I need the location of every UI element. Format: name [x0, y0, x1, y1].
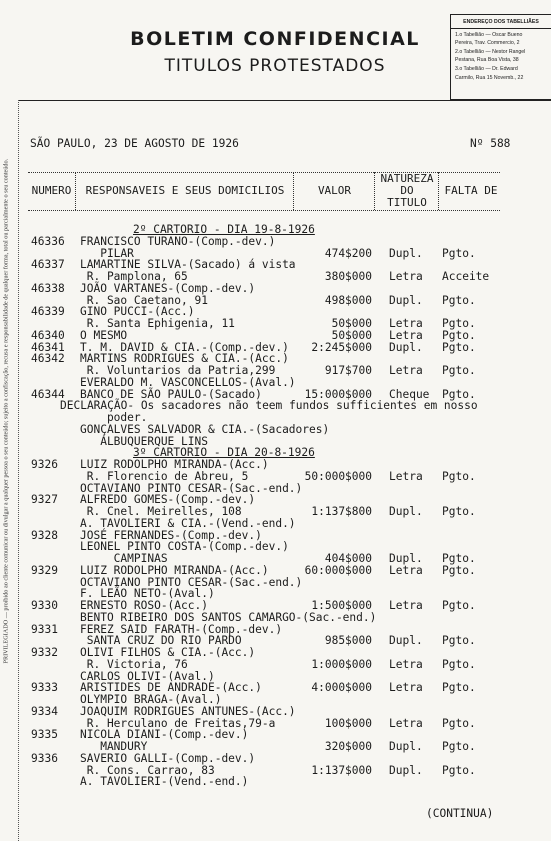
- entry-text: CARLOS OLIVI-(Aval.): [80, 669, 215, 683]
- entry-value: 15:000$000: [304, 387, 372, 401]
- entry-value: 474$200: [324, 246, 372, 260]
- continua-label: (CONTINUA): [426, 807, 494, 820]
- col-divider: [438, 172, 439, 210]
- entry-reason: Pgto.: [442, 740, 476, 753]
- entry-type: Letra: [389, 599, 423, 612]
- entry-value: 1:137$000: [311, 763, 372, 777]
- entry-text: LUIZ RODOLPHO MIRANDA-(Acc.): [80, 563, 269, 577]
- entry-reason: Pgto.: [442, 317, 476, 330]
- section-heading: 3º CARTORIO - DIA 20-8-1926: [133, 446, 315, 460]
- entry-text: R. Herculano de Freitas,79-a: [80, 716, 276, 730]
- entry-text: F. LEÃO NETO-(Aval.): [80, 587, 215, 601]
- entry-type: Dupl.: [389, 763, 423, 777]
- entry-number: 9333: [31, 681, 58, 695]
- entry-reason: Pgto.: [442, 328, 476, 342]
- entry-value: 1:500$000: [311, 599, 372, 612]
- col-divider: [374, 172, 375, 210]
- entry-text: SANTA CRUZ DO RIO PARDO: [80, 634, 242, 648]
- entry-value: 100$000: [324, 716, 372, 730]
- entry-text: R. Victoria, 76: [80, 657, 188, 671]
- entry-text: R. Cnel. Meirelles, 108: [80, 505, 242, 518]
- entry-text: O MESMO: [80, 328, 128, 342]
- entry-text: GONÇALVES SALVADOR & CIA.-(Sacadores): [80, 422, 330, 436]
- entry-number: 46341: [31, 340, 65, 354]
- entry-reason: Pgto.: [442, 340, 476, 354]
- entry-value: 985$000: [324, 634, 372, 648]
- entry-type: Dupl.: [389, 505, 423, 518]
- entry-reason: Pgto.: [442, 246, 476, 260]
- entry-text: PILAR: [80, 246, 134, 260]
- entry-number: 9335: [31, 728, 58, 742]
- address-line: Pestana, Rua Boa Vista, 38: [455, 57, 519, 64]
- entry-type: Dupl.: [389, 246, 423, 260]
- entry-value: 1:137$800: [311, 505, 372, 518]
- entry-type: Dupl.: [389, 552, 423, 565]
- entry-number: 46336: [31, 234, 65, 248]
- entry-type: Dupl.: [389, 340, 423, 354]
- entry-text: OCTAVIANO PINTO CESAR-(Sac.-end.): [80, 575, 303, 589]
- entry-reason: Pgto.: [442, 387, 476, 401]
- col-natureza-3: TITULO: [387, 196, 427, 209]
- entry-type: Cheque: [389, 387, 430, 401]
- entry-reason: Pgto.: [442, 599, 476, 612]
- entry-number: 46340: [31, 328, 65, 342]
- entry-text: poder.: [80, 411, 148, 424]
- entry-text: LEONEL PINTO COSTA-(Comp.-dev.): [80, 540, 289, 554]
- entry-number: 46338: [31, 281, 65, 295]
- entry-text: OLIVI FILHOS & CIA.-(Acc.): [80, 646, 256, 659]
- entry-text: MANDURY: [80, 740, 148, 753]
- entry-text: SAVERIO GALLI-(Comp.-dev.): [80, 751, 256, 765]
- entry-reason: Pgto.: [442, 634, 476, 648]
- entry-reason: Pgto.: [442, 681, 476, 695]
- address-line: Carmilo, Rua 15 Novemb., 22: [455, 74, 524, 81]
- col-responsaveis: RESPONSAVEIS E SEUS DOMICILIOS: [85, 184, 285, 197]
- entry-text: OCTAVIANO PINTO CESAR-(Sac.-end.): [80, 481, 303, 495]
- entry-type: Dupl.: [389, 634, 423, 648]
- entry-reason: Pgto.: [442, 657, 476, 671]
- entry-number: 9328: [31, 528, 58, 542]
- entry-value: 380$000: [324, 270, 372, 283]
- page-subtitle: TITULOS PROTESTADOS: [164, 56, 386, 76]
- address-line: 1.o Tabellião — Oscar Bueno: [455, 31, 523, 38]
- entry-number: 46342: [31, 352, 65, 366]
- side-note: PRIVILEGIADO — proibido ao cliente comunicar ou divulgar a qualquer pessoa o seu conteúdo; sujeito a confiscação, recusa e responsabilidade de qualquer forma, total ou parcialmente o seu conteúdo.: [2, 158, 10, 664]
- col-divider: [75, 172, 76, 210]
- address-line: Pereira, Trav. Commercio, 2: [455, 40, 520, 47]
- entry-text: BENTO RIBEIRO DOS SANTOS CAMARGO-(Sac.-end.): [80, 610, 377, 624]
- entry-type: Dupl.: [389, 740, 423, 753]
- entry-value: 2:245$000: [311, 340, 372, 354]
- section-heading: 2º CARTORIO - DIA 19-8-1926: [133, 223, 315, 236]
- entry-text: LAMARTINE SILVA-(Sacado) á vista: [80, 258, 296, 272]
- entry-value: 1:000$000: [311, 657, 372, 671]
- entry-reason: Pgto.: [442, 293, 476, 307]
- col-divider: [293, 172, 294, 210]
- entry-number: 46344: [31, 387, 65, 401]
- address-line: 2.o Tabellião — Nestor Rangel: [455, 48, 526, 55]
- entry-type: Letra: [389, 317, 423, 330]
- entry-number: 9326: [31, 458, 58, 471]
- address-line: 3.o Tabellião — Dr. Edward: [455, 65, 518, 72]
- col-falta: FALTA DE: [444, 184, 498, 197]
- entry-type: Letra: [389, 563, 423, 577]
- entry-reason: Pgto.: [442, 716, 476, 730]
- entry-text: FEREZ SAID FARATH-(Comp.-dev.): [80, 622, 283, 636]
- entry-type: Letra: [389, 657, 423, 671]
- col-numero: NUMERO: [31, 184, 72, 197]
- table-header-rule: [28, 210, 500, 211]
- header-rule: [18, 100, 551, 101]
- entry-text: CAMPINAS: [80, 552, 168, 565]
- entry-reason: Pgto.: [442, 505, 476, 518]
- entry-text: R. Pamplona, 65: [80, 270, 188, 283]
- entry-text: T. M. DAVID & CIA.-(Comp.-dev.): [80, 340, 289, 354]
- entry-type: Letra: [389, 716, 423, 730]
- entry-text: ALFREDO GOMES-(Comp.-dev.): [80, 493, 256, 507]
- entry-value: 50$000: [331, 328, 372, 342]
- entry-number: 46337: [31, 258, 65, 272]
- entry-text: R. Cons. Carrao, 83: [80, 763, 215, 777]
- entry-text: R. Sao Caetano, 91: [80, 293, 208, 307]
- entry-reason: Pgto.: [442, 552, 476, 565]
- bulletin-number: Nº 588: [470, 137, 511, 150]
- entry-text: R. Voluntarios da Patria,299: [80, 364, 276, 377]
- entry-value: 60:000$000: [304, 563, 372, 577]
- entry-reason: Acceite: [442, 270, 490, 283]
- entry-value: 50$000: [331, 317, 372, 330]
- entry-text: GINO PUCCI-(Acc.): [80, 305, 195, 319]
- entry-text: R. Florencio de Abreu, 5: [80, 469, 249, 483]
- entry-text: R. Santa Ephigenia, 11: [80, 317, 235, 330]
- col-valor: VALOR: [317, 184, 352, 197]
- entry-text: ERNESTO ROSO-(Acc.): [80, 599, 208, 612]
- entry-number: 9330: [31, 599, 58, 612]
- entry-number: 9327: [31, 493, 58, 507]
- entry-number: 9331: [31, 622, 58, 636]
- entry-text: BANCO DE SÃO PAULO-(Sacado): [80, 387, 262, 401]
- entry-number: 46339: [31, 305, 65, 319]
- entry-value: 404$000: [324, 552, 372, 565]
- entry-text: JOAQUIM RODRIGUES ANTUNES-(Acc.): [80, 704, 296, 718]
- entry-text: JOSÉ FERNANDES-(Comp.-dev.): [80, 528, 262, 542]
- col-natureza-2: DO: [400, 184, 414, 197]
- entry-type: Letra: [389, 364, 423, 377]
- entry-text: LUIZ RODOLPHO MIRANDA-(Acc.): [80, 458, 269, 471]
- entry-text: MARTINS RODRIGUES & CIA.-(Acc.): [80, 352, 289, 366]
- entry-number: 9334: [31, 704, 58, 718]
- entry-reason: Pgto.: [442, 563, 476, 577]
- entry-text: ALBUQUERQUE LINS: [80, 434, 208, 448]
- entry-value: 320$000: [324, 740, 372, 753]
- entry-value: 917$700: [324, 364, 372, 377]
- col-natureza-1: NATUREZA: [380, 172, 434, 185]
- entry-type: Letra: [389, 469, 423, 483]
- entry-text: A. TAVOLIERI & CIA.-(Vend.-end.): [80, 516, 296, 530]
- entry-number: 9329: [31, 563, 58, 577]
- entry-type: Letra: [389, 270, 423, 283]
- entry-text: JOÃO VARTANES-(Comp.-dev.): [80, 281, 256, 295]
- entry-number: 9336: [31, 751, 58, 765]
- entry-value: 4:000$000: [311, 681, 372, 695]
- entry-text: OLYMPIO BRAGA-(Aval.): [80, 693, 222, 706]
- entry-text: NICOLA DIANI-(Comp.-dev.): [80, 728, 249, 742]
- entry-type: Dupl.: [389, 293, 423, 307]
- entry-text: EVERALDO M. VASCONCELLOS-(Aval.): [80, 375, 296, 389]
- address-box: [450, 14, 551, 100]
- entry-text: A. TAVOLIERI-(Vend.-end.): [80, 775, 249, 789]
- entry-reason: Pgto.: [442, 763, 476, 777]
- entry-value: 498$000: [324, 293, 372, 307]
- entry-type: Letra: [389, 681, 423, 695]
- address-heading: ENDEREÇO DOS TABELLIÃES: [451, 18, 551, 29]
- declaration-text: DECLARAÇÃO- Os sacadores não teem fundos sufficientes em nosso: [60, 399, 478, 413]
- entry-number: 9332: [31, 646, 58, 659]
- entry-type: Letra: [389, 328, 423, 342]
- entry-text: ARISTIDES DE ANDRADE-(Acc.): [80, 681, 262, 695]
- entry-text: FRANCISCO TURANO-(Comp.-dev.): [80, 234, 276, 248]
- margin-rule: [18, 100, 19, 841]
- entry-reason: Pgto.: [442, 364, 476, 377]
- entry-value: 50:000$000: [304, 469, 372, 483]
- entry-reason: Pgto.: [442, 469, 476, 483]
- dateline: SÃO PAULO, 23 DE AGOSTO DE 1926: [30, 137, 239, 150]
- page-title: BOLETIM CONFIDENCIAL: [130, 28, 420, 50]
